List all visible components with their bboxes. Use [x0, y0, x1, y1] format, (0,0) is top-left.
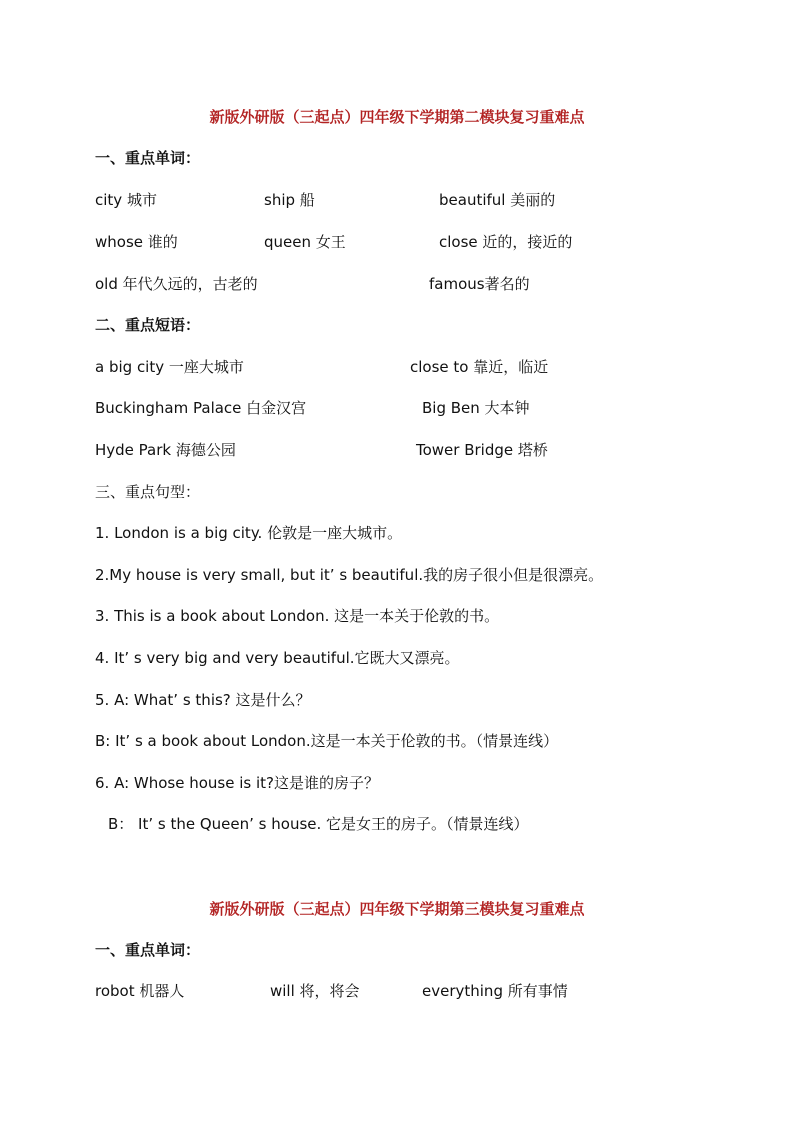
- word-item: close 近的，接近的: [439, 233, 573, 251]
- sentence-item: 6. A: Whose house is it?这是谁的房子？: [95, 774, 379, 792]
- word-item: ship 船: [264, 191, 315, 209]
- word-item: will 将，将会: [270, 982, 360, 1000]
- module3-words-heading: 一、重点单词：: [95, 941, 201, 959]
- phrase-item: Tower Bridge 塔桥: [416, 441, 548, 459]
- phrase-item: close to 靠近，临近: [410, 358, 549, 376]
- word-item: beautiful 美丽的: [439, 191, 556, 209]
- word-item: robot 机器人: [95, 982, 185, 1000]
- word-item: whose 谁的: [95, 233, 178, 251]
- phrase-item: a big city 一座大城市: [95, 358, 244, 376]
- module2-phrases-heading: 二、重点短语：: [95, 316, 201, 334]
- sentence-item: B: It’ s a book about London.这是一本关于伦敦的书。（情景连线）: [95, 732, 559, 750]
- sentence-item: 2.My house is very small, but it’ s beautiful.我的房子很小但是很漂亮。: [95, 566, 604, 584]
- word-item: city 城市: [95, 191, 157, 209]
- phrase-item: Buckingham Palace 白金汉宫: [95, 399, 307, 417]
- module2-words-heading: 一、重点单词：: [95, 149, 201, 167]
- word-item: old 年代久远的，古老的: [95, 275, 258, 293]
- sentence-item: 1. London is a big city. 伦敦是一座大城市。: [95, 524, 403, 542]
- sentence-item: 4. It’ s very big and very beautiful.它既大又漂亮。: [95, 649, 460, 667]
- word-item: queen 女王: [264, 233, 346, 251]
- module2-sentences-heading: 三、重点句型：: [95, 483, 201, 501]
- phrase-item: Big Ben 大本钟: [422, 399, 530, 417]
- sentence-item: 3. This is a book about London. 这是一本关于伦敦的书。: [95, 607, 500, 625]
- sentence-item: B： It’ s the Queen’ s house. 它是女王的房子。（情景连线）: [108, 815, 529, 833]
- module2-title: 新版外研版（三起点）四年级下学期第二模块复习重难点: [209, 108, 585, 126]
- word-item: famous著名的: [429, 275, 530, 293]
- phrase-item: Hyde Park 海德公园: [95, 441, 236, 459]
- sentence-item: 5. A: What’ s this? 这是什么？: [95, 691, 311, 709]
- module3-title: 新版外研版（三起点）四年级下学期第三模块复习重难点: [209, 900, 585, 918]
- word-item: everything 所有事情: [422, 982, 568, 1000]
